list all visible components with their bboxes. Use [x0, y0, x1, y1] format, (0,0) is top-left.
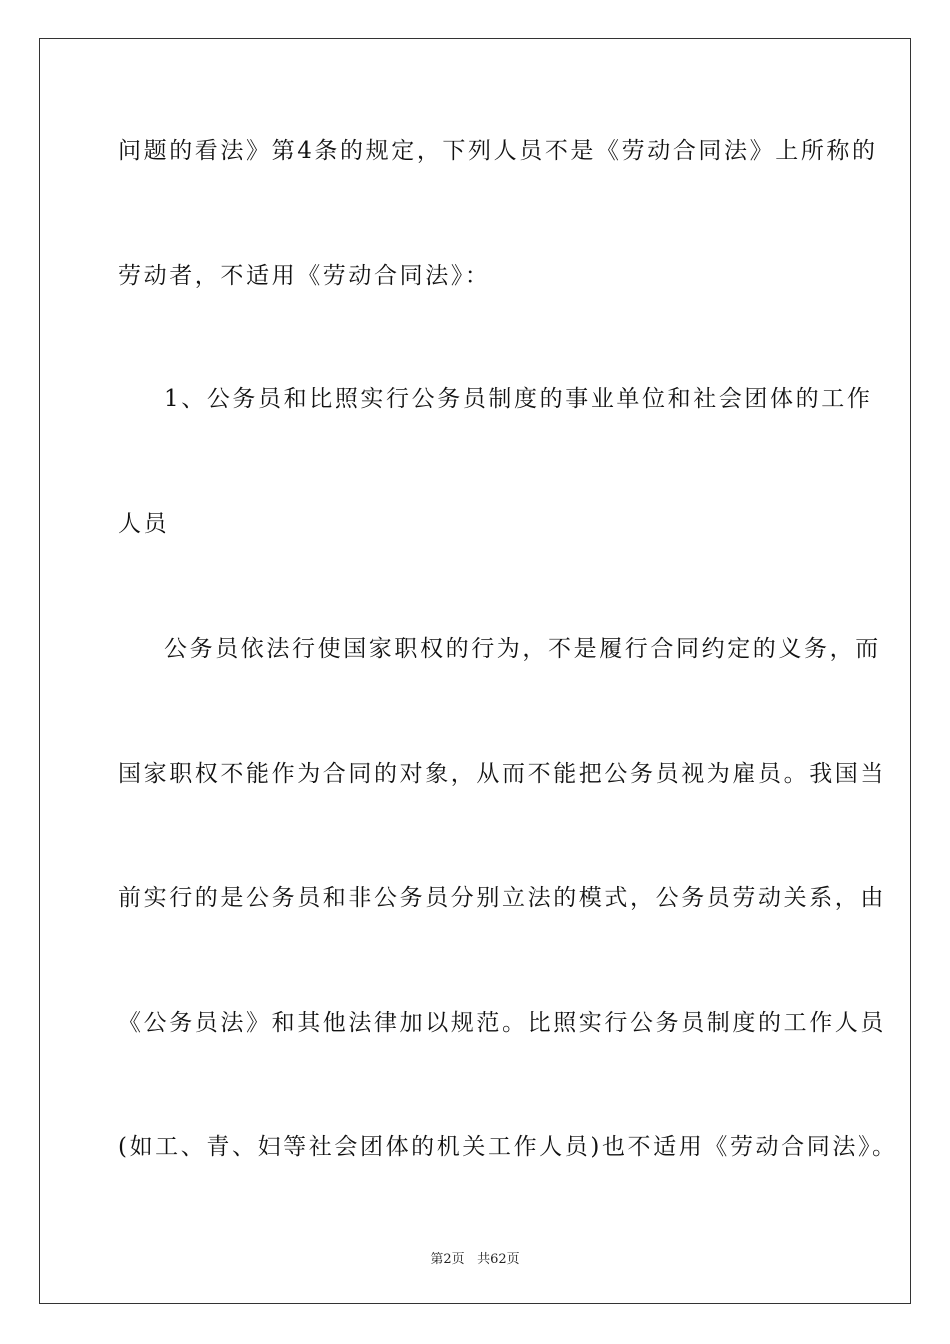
list-item-1-line-1: 1、公务员和比照实行公务员制度的事业单位和社会团体的工作	[164, 386, 873, 412]
paragraph-line-4: 《公务员法》和其他法律加以规范。比照实行公务员制度的工作人员	[118, 1010, 886, 1036]
page-total: 共62页	[477, 1252, 520, 1267]
page-footer	[0, 1248, 950, 1267]
paragraph-line-1: 公务员依法行使国家职权的行为，不是履行合同约定的义务，而	[164, 636, 881, 662]
body-line-2: 劳动者，不适用《劳动合同法》：	[118, 263, 491, 289]
body-line-1: 问题的看法》第4条的规定，下列人员不是《劳动合同法》上所称的	[118, 138, 878, 164]
list-item-1-line-2: 人员	[118, 511, 170, 537]
page-frame	[39, 38, 911, 1304]
paragraph-line-3: 前实行的是公务员和非公务员分别立法的模式，公务员劳动关系，由	[118, 885, 886, 911]
paragraph-line-2: 国家职权不能作为合同的对象，从而不能把公务员视为雇员。我国当	[118, 761, 886, 787]
paragraph-line-5: (如工、青、妇等社会团体的机关工作人员)也不适用《劳动合同法》。	[118, 1134, 898, 1160]
page-number: 第2页	[430, 1252, 465, 1267]
